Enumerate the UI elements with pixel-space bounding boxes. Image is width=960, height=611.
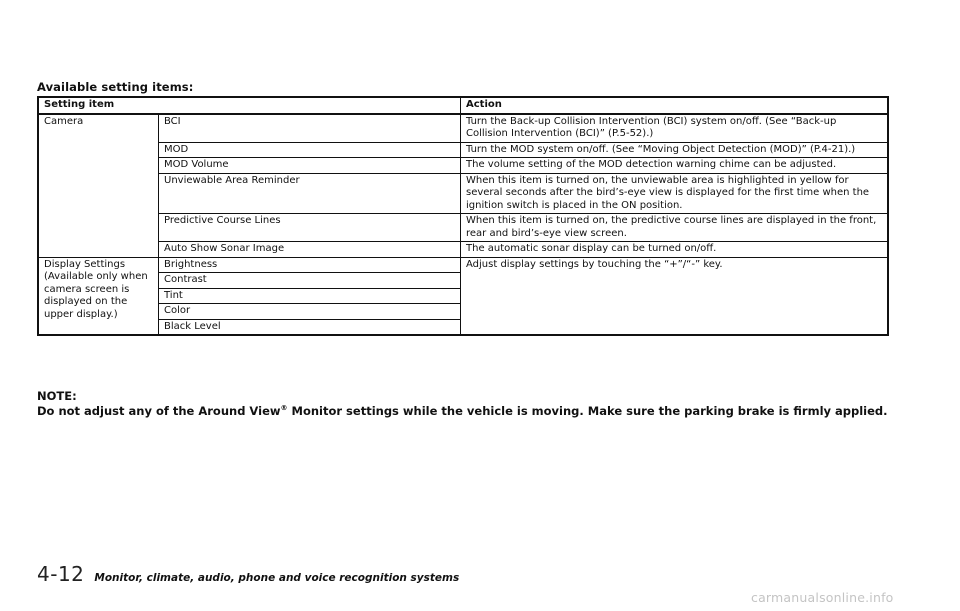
settings-table [37, 96, 889, 336]
setting-item-color: Color [159, 304, 461, 320]
action-mod: Turn the MOD system on/off. (See “Moving Object Detection (MOD)” (P.4-21).) [461, 142, 889, 158]
setting-item-mod: MOD [159, 142, 461, 158]
watermark: carmanualsonline.info [751, 590, 894, 605]
column-header-action: Action [461, 97, 889, 114]
table-row [38, 242, 888, 258]
setting-item-brightness: Brightness [159, 257, 461, 273]
table-row [38, 257, 888, 273]
note-text [37, 404, 888, 418]
action-display-settings: Adjust display settings by touching the “+”/“-” key. [461, 257, 889, 335]
column-header-setting-item: Setting item [38, 97, 461, 114]
setting-item-bci: BCI [159, 114, 461, 143]
category-camera: Camera [38, 114, 159, 258]
setting-item-mod-volume: MOD Volume [159, 158, 461, 174]
setting-item-unviewable-area-reminder: Unviewable Area Reminder [159, 173, 461, 214]
footer-section-title: Monitor, climate, audio, phone and voice recognition systems [94, 572, 460, 584]
setting-item-predictive-course-lines: Predictive Course Lines [159, 214, 461, 242]
table-row [38, 158, 888, 174]
table-row [38, 114, 888, 143]
note-title: NOTE: [37, 389, 77, 403]
setting-item-contrast: Contrast [159, 273, 461, 289]
setting-item-auto-show-sonar-image: Auto Show Sonar Image [159, 242, 461, 258]
setting-item-black-level: Black Level [159, 319, 461, 335]
table-row [38, 173, 888, 214]
table-header-row [38, 97, 888, 114]
note-text-after: Monitor settings while the vehicle is moving. Make sure the parking brake is firmly applied. [291, 404, 888, 418]
note-text-before: Do not adjust any of the Around View [37, 404, 281, 418]
page-footer [37, 562, 459, 586]
action-mod-volume: The volume setting of the MOD detection warning chime can be adjusted. [461, 158, 889, 174]
table-row [38, 142, 888, 158]
action-bci: Turn the Back-up Collision Intervention (BCI) system on/off. (See “Back-up Collision Intervention (BCI)” (P.5-52).) [461, 114, 889, 143]
registered-mark: ® [280, 404, 288, 412]
action-predictive-course-lines: When this item is turned on, the predictive course lines are displayed in the front, rear and bird’s-eye view screen. [461, 214, 889, 242]
action-unviewable-area-reminder: When this item is turned on, the unviewable area is highlighted in yellow for several seconds after the bird’s-eye view is displayed for the first time when the ignition switch is placed in the ON position. [461, 173, 889, 214]
table-row [38, 214, 888, 242]
setting-item-tint: Tint [159, 288, 461, 304]
action-auto-show-sonar-image: The automatic sonar display can be turned on/off. [461, 242, 889, 258]
category-display-settings: Display Settings (Available only when camera screen is displayed on the upper display.) [38, 257, 159, 335]
section-heading: Available setting items: [37, 80, 194, 94]
page-number: 4-12 [37, 562, 85, 586]
